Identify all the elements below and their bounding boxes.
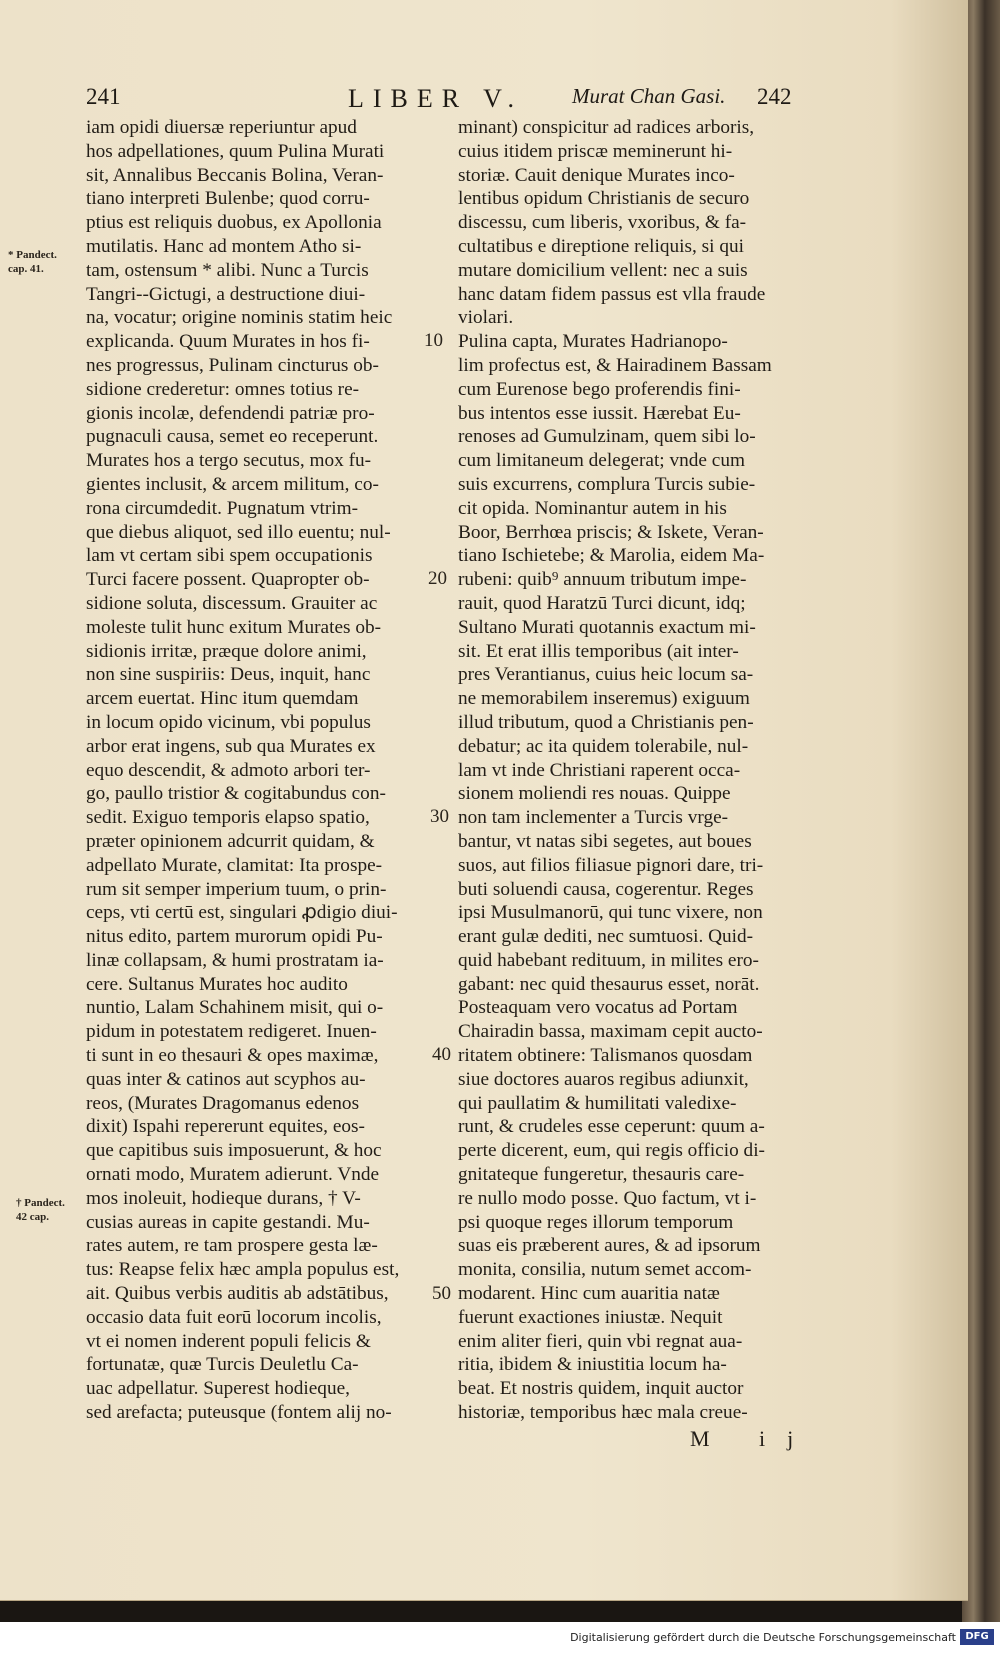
text-line: rubeni: quib⁹ annuum tributum impe- xyxy=(458,569,747,591)
text-line: bantur, vt natas sibi segetes, aut boues xyxy=(458,830,752,852)
text-line: ornati modo, Muratem adierunt. Vnde xyxy=(86,1164,380,1186)
line-number: 20 xyxy=(428,568,447,589)
text-line: pres Verantianus, cuius heic locum sa- xyxy=(458,664,754,686)
text-line: tam, ostensum * alibi. Nunc a Turcis xyxy=(86,259,369,281)
text-line: sedit. Exiguo temporis elapso spatio, xyxy=(86,807,370,829)
text-line: ne memorabilem inseremus) exiguum xyxy=(458,688,750,710)
page-number-right: 242 xyxy=(757,84,792,109)
text-line: Boor, Berrhœa priscis; & Iskete, Veran- xyxy=(458,521,764,543)
text-line: mutare domicilium vellent: nec a suis xyxy=(458,259,748,281)
text-line: linæ collapsam, & humi prostratam ia- xyxy=(86,949,384,971)
text-line: cusias aureas in capite gestandi. Mu- xyxy=(86,1211,370,1233)
text-line: rum sit semper imperium tuum, o prin- xyxy=(86,878,387,900)
text-line: gabant: nec quid thesaurus esset, norāt. xyxy=(458,973,760,995)
text-line: adpellato Murate, clamitat: Ita prospe- xyxy=(86,854,383,876)
text-line: quas inter & catinos aut scyphos au- xyxy=(86,1068,366,1090)
margin-note xyxy=(8,248,57,276)
line-number: 30 xyxy=(430,806,449,827)
text-line: violari. xyxy=(458,307,514,329)
text-line: tus: Reapse felix hæc ampla populus est, xyxy=(86,1259,400,1281)
text-line: sit, Annalibus Beccanis Bolina, Veran- xyxy=(86,164,384,186)
text-line: ipsi Musulmanorū, qui tunc vixere, non xyxy=(458,902,763,924)
text-line: erant gulæ dediti, nec sumtuosi. Quid- xyxy=(458,926,754,948)
text-line: rates autem, re tam prospere gesta læ- xyxy=(86,1235,378,1257)
text-line: suos, aut filios filiasue pignori dare, tri- xyxy=(458,854,764,876)
running-title-right: Murat Chan Gasi. xyxy=(572,84,726,108)
text-line: beat. Et nostris quidem, inquit auctor xyxy=(458,1378,744,1400)
text-line: Chairadin bassa, maximam cepit aucto- xyxy=(458,1021,763,1043)
text-line: gnitateque fungeretur, thesauris care- xyxy=(458,1164,745,1186)
text-line: sidione soluta, discessum. Grauiter ac xyxy=(86,592,378,614)
digitization-footer xyxy=(0,1622,1000,1653)
text-line: Pulina capta, Murates Hadrianopo- xyxy=(458,331,728,353)
text-line: fortunatæ, quæ Turcis Deuletlu Ca- xyxy=(86,1354,359,1376)
text-line: gientes inclusit, & arcem militum, co- xyxy=(86,473,379,495)
text-line: pidum in potestatem redigeret. Inuen- xyxy=(86,1021,377,1043)
text-line: ritatem obtinere: Talismanos quosdam xyxy=(458,1045,753,1067)
text-line: explicanda. Quum Murates in hos fi- xyxy=(86,331,370,353)
text-line: suis excurrens, complura Turcis subie- xyxy=(458,473,756,495)
text-line: sidione crederetur: omnes totius re- xyxy=(86,378,360,400)
text-line: cultatibus e direptione reliquis, si qui xyxy=(458,235,744,257)
text-line: bus intentos esse iussit. Hærebat Eu- xyxy=(458,402,741,424)
text-line: dixit) Ispahi repererunt equites, eos- xyxy=(86,1116,365,1138)
text-line: que capitibus suis imposuerunt, & hoc xyxy=(86,1140,382,1162)
text-line: qui paullatim & humilitati valedixe- xyxy=(458,1092,737,1114)
margin-note xyxy=(16,1196,65,1224)
text-line: historiæ, temporibus hæc mala creue- xyxy=(458,1402,748,1424)
text-line: ritia, ibidem & iniustitia locum ha- xyxy=(458,1354,727,1376)
margin-note-text: * Pandect. cap. 41. xyxy=(8,249,57,275)
text-column-right xyxy=(458,116,798,1425)
text-line: que diebus aliquot, sed illo euentu; nul- xyxy=(86,521,391,543)
line-number: 10 xyxy=(424,330,443,351)
text-line: renoses ad Gumulzinam, quem sibi lo- xyxy=(458,426,756,448)
text-line: sionem moliendi res nouas. Quippe xyxy=(458,783,731,805)
text-line: nes progressus, Pulinam cincturus ob- xyxy=(86,354,379,376)
text-line: ceps, vti certū est, singulari ꝓdigio diui- xyxy=(86,902,398,924)
text-line: siue doctores auaros regibus adiunxit, xyxy=(458,1068,749,1090)
line-number: 50 xyxy=(432,1283,451,1304)
text-line: tiano interpreti Bulenbe; quod corru- xyxy=(86,188,370,210)
text-line: tiano Ischietebe; & Marolia, eidem Ma- xyxy=(458,545,765,567)
text-line: Turci facere possent. Quapropter ob- xyxy=(86,569,370,591)
text-line: sed arefacta; puteusque (fontem alij no- xyxy=(86,1402,392,1424)
text-line: Tangri--Gictugi, a destructione diui- xyxy=(86,283,366,305)
text-line: pugnaculi causa, semet eo receperunt. xyxy=(86,426,379,448)
text-line: iam opidi diuersæ reperiuntur apud xyxy=(86,117,357,138)
text-line: ptius est reliquis duobus, ex Apollonia xyxy=(86,212,382,234)
signature-mark: M ij xyxy=(690,1426,816,1451)
text-line: mutilatis. Hanc ad montem Atho si- xyxy=(86,235,362,257)
text-line: debatur; ac ita quidem tolerabile, nul- xyxy=(458,735,749,757)
text-line: quid habebant redituum, in milites ero- xyxy=(458,949,759,971)
text-line: enim aliter fieri, quin vbi regnat aua- xyxy=(458,1330,743,1352)
text-line: Posteaquam vero vocatus ad Portam xyxy=(458,997,738,1019)
text-line: arbor erat ingens, sub qua Murates ex xyxy=(86,735,376,757)
text-line: discessu, cum liberis, vxoribus, & fa- xyxy=(458,212,747,234)
text-line: moleste tulit hunc exitum Murates ob- xyxy=(86,616,382,638)
text-line: in locum opido vicinum, vbi populus xyxy=(86,711,371,733)
margin-note-text: † Pandect. 42 cap. xyxy=(16,1197,65,1223)
text-line: non tam inclementer a Turcis vrge- xyxy=(458,807,729,829)
text-line: lam vt inde Christiani raperent occa- xyxy=(458,759,741,781)
text-line: perte dicerent, eum, qui regis officio di- xyxy=(458,1140,765,1162)
text-line: go, paullo tristior & cogitabundus con- xyxy=(86,783,386,805)
text-line: suas eis præberent aures, & ad ipsorum xyxy=(458,1235,761,1257)
running-title: LIBER V. xyxy=(348,84,524,113)
text-line: reos, (Murates Dragomanus edenos xyxy=(86,1092,360,1114)
text-line: hos adpellationes, quum Pulina Murati xyxy=(86,140,385,162)
text-line: rauit, quod Haratzū Turci dicunt, idq; xyxy=(458,592,746,614)
text-line: nuntio, Lalam Schahinem misit, qui o- xyxy=(86,997,384,1019)
text-line: equo descendit, & admoto arbori ter- xyxy=(86,759,371,781)
text-line: hanc datam fidem passus est vlla fraude xyxy=(458,283,766,305)
text-line: lam vt certam sibi spem occupationis xyxy=(86,545,373,567)
text-line: psi quoque reges illorum temporum xyxy=(458,1211,734,1233)
text-line: sit. Et erat illis temporibus (ait inter- xyxy=(458,640,739,662)
text-line: cere. Sultanus Murates hoc audito xyxy=(86,973,348,995)
dfg-logo: DFG xyxy=(960,1629,994,1645)
text-line: minant) conspicitur ad radices arboris, xyxy=(458,117,755,138)
text-line: lim profectus est, & Hairadinem Bassam xyxy=(458,354,772,376)
text-line: buti soluendi causa, cogerentur. Reges xyxy=(458,878,754,900)
text-line: cum limitaneum delegerat; vnde cum xyxy=(458,450,745,472)
text-line: præter opinionem adcurrit quidam, & xyxy=(86,830,375,852)
text-line: sidionis irritæ, præque dolore animi, xyxy=(86,640,367,662)
text-line: arcem euertat. Hinc itum quemdam xyxy=(86,688,359,710)
text-line: gionis incolæ, defendendi patriæ pro- xyxy=(86,402,375,424)
text-line: runt, & crudeles esse ceperunt: quum a- xyxy=(458,1116,765,1138)
text-line: nitus edito, partem murorum opidi Pu- xyxy=(86,926,383,948)
text-line: illud tributum, quod a Christianis pen- xyxy=(458,711,754,733)
line-number: 40 xyxy=(432,1044,451,1065)
text-line: lentibus opidum Christianis de securo xyxy=(458,188,750,210)
page-number-left: 241 xyxy=(86,84,121,109)
text-line: cum Eurenose bego proferendis fini- xyxy=(458,378,741,400)
text-line: Murates hos a tergo secutus, mox fu- xyxy=(86,450,372,472)
text-line: mos inoleuit, hodieque durans, † V- xyxy=(86,1187,361,1209)
footer-credit: Digitalisierung gefördert durch die Deutsche Forschungsgemeinschaft xyxy=(570,1631,956,1644)
text-line: re nullo modo posse. Quo factum, vt i- xyxy=(458,1187,757,1209)
text-line: modarent. Hinc cum auaritia natæ xyxy=(458,1283,720,1305)
text-line: non sine suspiriis: Deus, inquit, hanc xyxy=(86,664,371,686)
text-line: Sultano Murati quotannis exactum mi- xyxy=(458,616,756,638)
text-line: storiæ. Cauit denique Murates inco- xyxy=(458,164,735,186)
text-line: cit opida. Nominantur autem in his xyxy=(458,497,727,519)
text-line: fuerunt exactiones iniustæ. Nequit xyxy=(458,1306,723,1328)
text-line: occasio data fuit eorū locorum incolis, xyxy=(86,1306,382,1328)
text-line: rona circumdedit. Pugnatum vtrim- xyxy=(86,497,359,519)
text-line: uac adpellatur. Superest hodieque, xyxy=(86,1378,350,1400)
text-line: ait. Quibus verbis auditis ab adstātibus, xyxy=(86,1283,389,1305)
text-column-left xyxy=(86,116,424,1425)
text-line: monita, consilia, nutum semet accom- xyxy=(458,1259,752,1281)
text-line: cuius itidem priscæ meminerunt hi- xyxy=(458,140,733,162)
text-line: na, vocatur; origine nominis statim heic xyxy=(86,307,393,329)
text-line: ti sunt in eo thesauri & opes maximæ, xyxy=(86,1045,379,1067)
text-line: vt ei nomen inderent populi felicis & xyxy=(86,1330,371,1352)
